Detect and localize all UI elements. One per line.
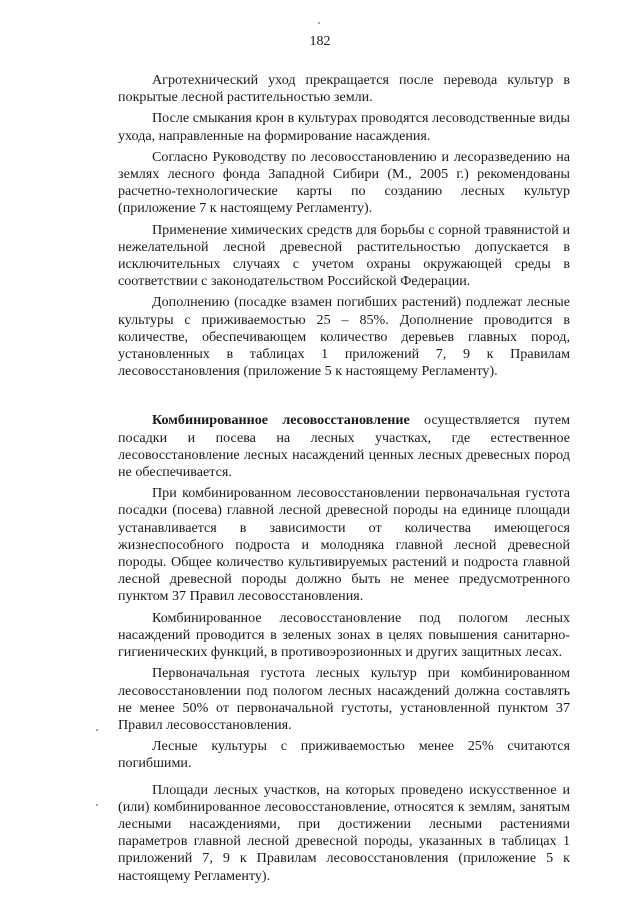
- paragraph-combined-reforestation: [118, 412, 570, 481]
- paragraph-chemicals: Применение химических средств для борьбы с сорной травянистой и нежелательной лесной древесной растительностью допускается в исключительных случаях с учетом охраны окружающей среды в соответствии с законодательством Российской Федерации.: [118, 221, 570, 290]
- paragraph-density-under-canopy: Первоначальная густота лесных культур при комбинированном лесовосстановлении под пологом лесных насаждений должна составлять не менее 50% от первоначальной густоты, установленной пунктом 37 Правил лесовосстановления.: [118, 665, 570, 733]
- combined-reforestation-definition: осуществляется путем посадки и посева на лесных участках, где естественное лесовосстановление лесных насаждений ценных лесных древесных пород не обеспечивается.: [118, 412, 570, 481]
- paragraph-crown-closure: После смыкания крон в культурах проводятся лесоводственные виды ухода, направленные на формирование насаждения.: [118, 110, 570, 144]
- paragraph-dead-cultures: Лесные культуры с приживаемостью менее 25% считаются погибшими.: [118, 738, 570, 772]
- scan-speck: [318, 22, 320, 24]
- paragraph-agrotechnical-care: Агротехнический уход прекращается после перевода культур в покрытые лесной растительностью земли.: [118, 72, 570, 106]
- document-body: [118, 72, 570, 885]
- paragraph-guidelines: Согласно Руководству по лесовосстановлению и лесоразведению на землях лесного фонда Западной Сибири (М., 2005 г.) рекомендованы расчетно-технологические карты по созданию лесных культур (приложение 7 к настоящему Регламенту).: [118, 148, 570, 217]
- scan-speck: [96, 804, 98, 806]
- paragraph-under-canopy: Комбинированное лесовосстановление под пологом лесных насаждений проводится в зеленых зонах в целях повышения санитарно-гигиенических функций, в противоэрозионных и других защитных лесах.: [118, 609, 570, 661]
- page-number: 182: [309, 34, 331, 49]
- paragraph-initial-density: При комбинированном лесовосстановлении первоначальная густота посадки (посева) главной лесной древесной породы на единице площади устанавливается в зависимости от количества имеющегося жизнеспособного подроста и молодняка главной лесной древесной породы. Общее количество культивируемых растений и подроста главной лесной древесной породы должно быть не менее предусмотренного пунктом 37 Правил лесовосстановления.: [118, 485, 570, 605]
- paragraph-supplementation: Дополнению (посадке взамен погибших растений) подлежат лесные культуры с приживаемостью 25 – 85%. Дополнение проводится в количестве, обеспечивающем количество деревьев главных пород, установленных в таблицах 1 приложений 7, 9 к Правилам лесовосстановления (приложение 5 к настоящему Регламенту).: [118, 294, 570, 380]
- scan-speck: [96, 729, 98, 731]
- paragraph-land-classification: Площади лесных участков, на которых проведено искусственное и (или) комбинированное лесовосстановление, относятся к землям, занятым лесными насаждениями, при достижении лесными растениями параметров главной лесной древесной породы, указанных в таблицах 1 приложений 7, 9 к Правилам лесовосстановления (приложение 5 к настоящему Регламенту).: [118, 781, 570, 884]
- combined-reforestation-term: Комбинированное лесовосстановление: [152, 412, 410, 429]
